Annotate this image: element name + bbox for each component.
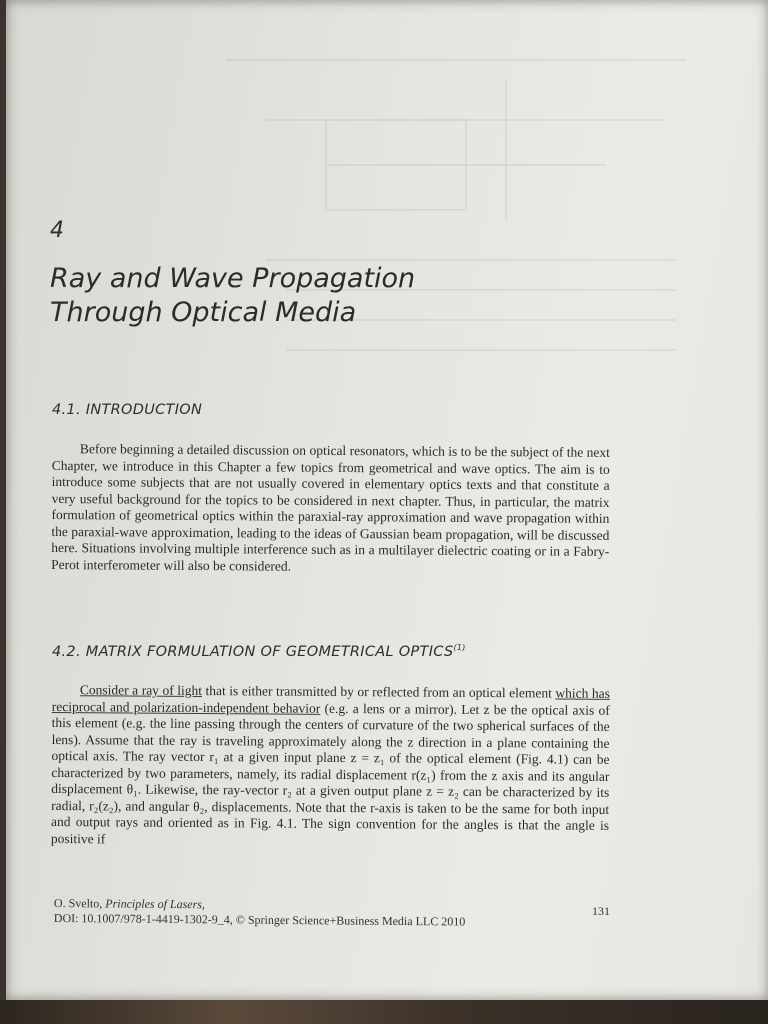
paragraph-text: (e.g. a lens or a mirror). Let z be the optical axis of this element (e.g. the line passing through the centers of curvature of the two spherical surfaces of the lens). Assume that the ray is traveling approximately along the z direction in a plane containing the optical axis. The ray vector r₁ at a given input plane z = z₁ of the optical element (Fig. 4.1) can be characterized by two parameters, namely, its radial displacement r(z₁) from the z axis and its angular displacement θ₁. Likewise, the ray-vector r₂ at a given output plane z = z₂ can be characterized by its radial, r₂(z₂), and angular θ₂, displacements. Note that the r-axis is taken to be the same for both input and output rays and oriented as in Fig. 4.1. The sign convention for the angles is that the angle is positive if bbox=[50, 700, 610, 846]
chapter-title: Ray and Wave Propagation Through Optical Media bbox=[50, 263, 416, 328]
matrix-formulation-paragraph bbox=[51, 682, 610, 851]
underlined-phrase: Consider a ray of light bbox=[79, 682, 203, 699]
desk-surface bbox=[0, 1000, 768, 1024]
book-page bbox=[6, 0, 768, 1000]
underlined-phrase: which has reciprocal and polarization-independent behavior bbox=[51, 685, 610, 716]
chapter-number: 4 bbox=[50, 218, 64, 243]
citation-book: Principles of Lasers, bbox=[105, 896, 206, 912]
reference-superscript: (1) bbox=[453, 643, 466, 652]
citation-author: O. Svelto, bbox=[53, 896, 106, 911]
section-heading-text: 4.1. INTRODUCTION bbox=[52, 402, 203, 418]
introduction-paragraph: Before beginning a detailed discussion on optical resonators, which is to be the subject of the next Chapter, we introduce in this Chapter a few topics from geometrical and wave optics. The aim is to introduce some subjects that are not usually covered in elementary optics texts and that constitute a very useful background for the topics to be considered in next chapter. Thus, in particular, the matrix formulation of geometrical optics within the paraxial-ray approximation and wave propagation within the paraxial-wave approximation, leading to the ideas of Gaussian beam propagation, will be discussed here. Situations involving multiple interference such as in a multilayer dielectric coating or in a Fabry-Perot interferometer will also be considered. bbox=[51, 441, 610, 574]
section-heading-introduction bbox=[52, 402, 202, 418]
doi-line: DOI: 10.1007/978-1-4419-1302-9_4, © Springer Science+Business Media LLC 2010 bbox=[53, 910, 466, 929]
section-heading-matrix-formulation bbox=[52, 643, 466, 660]
paragraph-text: that is either transmitted by or reflected from an optical element bbox=[201, 683, 556, 701]
section-heading-text: 4.2. MATRIX FORMULATION OF GEOMETRICAL OPTICS bbox=[52, 643, 454, 660]
footer-citation bbox=[54, 896, 466, 930]
page-number: 131 bbox=[592, 904, 610, 918]
